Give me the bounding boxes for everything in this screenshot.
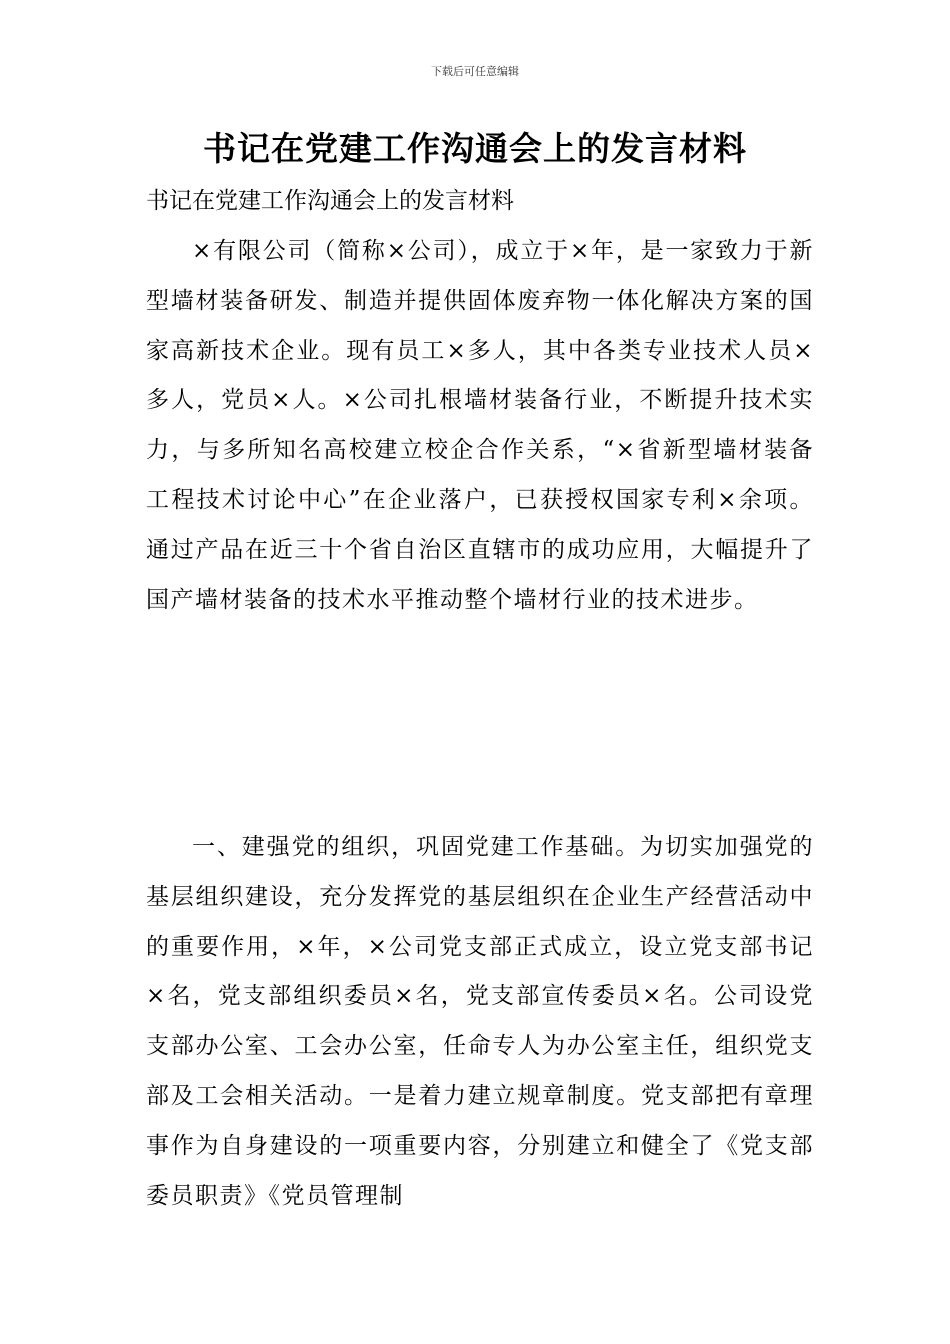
body-paragraph-company-intro: ×有限公司（简称×公司），成立于×年，是一家致力于新型墙材装备研发、制造并提供固体废弃物一体化解决方案的国家高新技术企业。现有员工×多人，其中各类专业技术人员×多人，党员×人。×公司扎根墙材装备行业，不断提升技术实力，与多所知名高校建立校企合作关系，“×省新型墙材装备工程技术讨论中心”在企业落户，已获授权国家专利×余项。通过产品在近三十个省自治区直辖市的成功应用，大幅提升了国产墙材装备的技术水平推动整个墙材行业的技术进步。 — [146, 238, 814, 613]
document-subtitle: 书记在党建工作沟通会上的发言材料 — [146, 188, 514, 214]
body-paragraph-party-organization: 一、建强党的组织，巩固党建工作基础。为切实加强党的基层组织建设，充分发挥党的基层组织在企业生产经营活动中的重要作用，×年，×公司党支部正式成立，设立党支部书记×名，党支部组织委员×名，党支部宣传委员×名。公司设党支部办公室、工会办公室，任命专人为办公室主任，组织党支部及工会相关活动。一是着力建立规章制度。党支部把有章理事作为自身建设的一项重要内容，分别建立和健全了《党支部委员职责》《党员管理制 — [146, 834, 814, 1209]
document-title: 书记在党建工作沟通会上的发言材料 — [203, 129, 747, 168]
header-note: 下载后可任意编辑 — [431, 65, 519, 78]
